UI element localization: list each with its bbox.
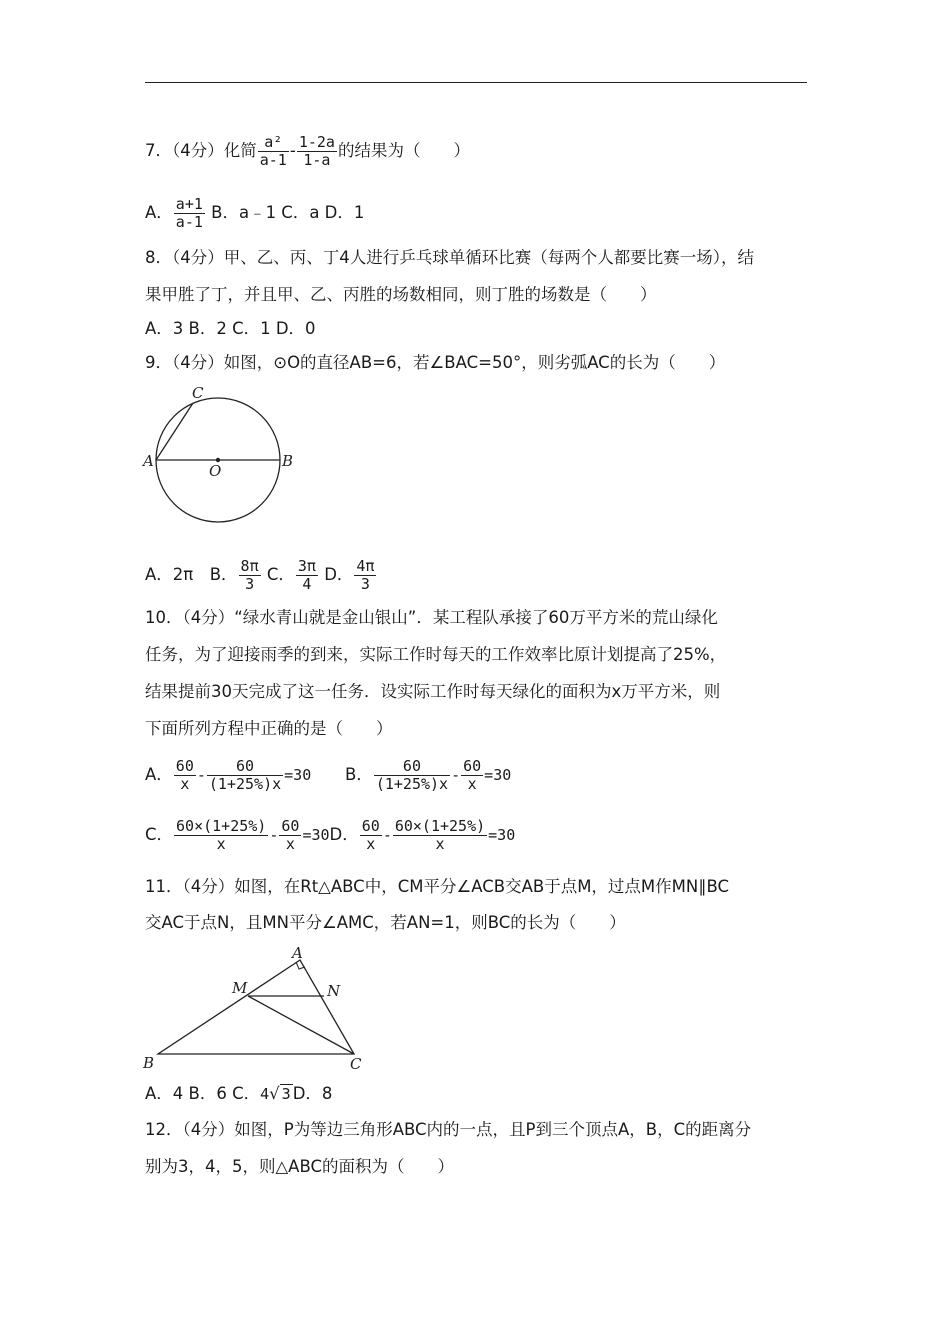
q7-stem — [145, 134, 470, 169]
q9-opt-d-num: 4π — [356, 557, 375, 575]
q10-c-f2-den: x — [279, 835, 301, 853]
q10-a-op: - — [196, 766, 206, 784]
q12-line-2: 别为3，4，5，则△ABC的面积为（ ） — [145, 1157, 455, 1176]
q10-opt-c-frac1 — [174, 818, 268, 853]
q10-opt-d-frac1 — [360, 818, 382, 853]
q12-line-1: 12．（4分）如图，P为等边三角形ABC内的一点，且P到三个顶点A，B，C的距离分 — [145, 1120, 752, 1139]
q10-d-f1-num: 60 — [361, 817, 380, 835]
q10-a-f1-num: 60 — [175, 757, 194, 775]
q7-fraction-2 — [297, 134, 337, 169]
q10-b-op: - — [451, 766, 461, 784]
q10-c-eq: =30 — [302, 826, 330, 844]
q9-opt-c-num: 3π — [297, 557, 316, 575]
q9-opt-b-num: 8π — [240, 557, 259, 575]
q10-a-f2-den: (1+25%)x — [208, 775, 282, 793]
q7-frac1-num: a² — [264, 133, 283, 151]
q10-c-f1-den: x — [174, 835, 268, 853]
q10-opt-d-frac2 — [393, 818, 487, 853]
label-m: M — [232, 979, 248, 997]
q11-options: A．4 B．6 C．4√ 3 D．8 — [145, 1084, 333, 1103]
q11-opt-c-coef: 4 — [260, 1085, 270, 1103]
q9-options — [145, 558, 377, 593]
q8-line-1: 8．（4分）甲、乙、丙、丁4人进行乒乓球单循环比赛（每两个人都要比赛一场），结 — [145, 248, 754, 267]
q10-b-eq: =30 — [484, 766, 512, 784]
q7-opt-a-num: a+1 — [175, 195, 203, 213]
q9-opt-c-fraction — [296, 558, 318, 593]
q10-opt-c-prefix: C． — [145, 825, 174, 844]
q7-frac2-num: 1-2a — [298, 133, 335, 151]
label-a: A — [292, 944, 303, 962]
q10-a-f2-num: 60 — [235, 757, 255, 775]
q11-opt-prefix: A．4 B．6 C． — [145, 1084, 261, 1103]
label-o: O — [209, 462, 222, 480]
q9-stem: 9．（4分）如图，⊙O的直径AB=6，若∠BAC=50°，则劣弧AC的长为（ ） — [145, 353, 726, 372]
q9-circle-figure — [140, 382, 300, 527]
q7-fraction-1 — [258, 134, 289, 169]
q10-line-4: 下面所列方程中正确的是（ ） — [145, 719, 393, 738]
q10-opt-c-frac2 — [279, 818, 301, 853]
label-c: C — [192, 384, 204, 402]
header-rule — [145, 82, 807, 83]
q10-a-eq: =30 — [284, 766, 312, 784]
q7-frac2-den: 1-a — [297, 151, 337, 169]
q10-a-f1-den: x — [174, 775, 196, 793]
q10-b-f1-num: 60 — [402, 757, 421, 775]
segment-cm — [248, 996, 354, 1054]
label-n: N — [327, 982, 341, 1000]
q7-stem-text: 7．（4分）化简 — [145, 141, 257, 160]
q11-line-1: 11．（4分）如图，在Rt△ABC中，CM平分∠ACB交AB于点M，过点M作MN∥BC — [145, 877, 730, 896]
q9-opt-c-den: 4 — [296, 575, 318, 593]
q7-opt-a-den: a-1 — [175, 213, 203, 231]
q10-c-f1-num: 60×(1+25%) — [176, 817, 267, 835]
q7-minus: - — [289, 141, 296, 160]
q7-opt-a-fraction — [174, 196, 205, 231]
label-a: A — [143, 452, 154, 470]
q10-c-op: - — [269, 826, 279, 844]
q9-opt-b-den: 3 — [239, 575, 261, 593]
q10-d-f2-num: 60×(1+25%) — [394, 817, 486, 835]
q10-d-eq: =30 — [488, 826, 516, 844]
q8-line-2: 果甲胜了丁，并且甲、乙、丙胜的场数相同，则丁胜的场数是（ ） — [145, 285, 657, 304]
q10-d-f1-den: x — [360, 835, 382, 853]
label-b: B — [282, 452, 294, 470]
q7-stem-end: 的结果为（ ） — [337, 141, 470, 160]
q7-options — [145, 196, 364, 231]
q10-opt-a-frac2 — [207, 758, 283, 793]
q10-line-3: 结果提前30天完成了这一任务．设实际工作时每天绿化的面积为x万平方米，则 — [145, 682, 721, 701]
q10-line-2: 任务，为了迎接雨季的到来，实际工作时每天的工作效率比原计划提高了25%， — [145, 645, 727, 664]
q10-opt-a-frac1 — [174, 758, 196, 793]
q7-opt-a-prefix: A． — [145, 203, 173, 222]
label-c: C — [350, 1055, 362, 1072]
chord-ac — [156, 403, 193, 460]
q11-triangle-figure — [140, 942, 370, 1072]
q11-opt-suffix: D．8 — [292, 1084, 333, 1103]
q9-opt-a: A．2π B． — [145, 565, 238, 584]
q10-line-1: 10．（4分）“绿水青山就是金山银山”．某工程队承接了60万平方米的荒山绿化 — [145, 608, 718, 627]
q10-b-f2-den: x — [461, 775, 483, 793]
q10-d-f2-den: x — [393, 835, 487, 853]
q9-opt-b-fraction — [239, 558, 261, 593]
q11-line-2: 交AC于点N，且MN平分∠AMC，若AN=1，则BC的长为（ ） — [145, 913, 626, 932]
q10-option-a — [145, 758, 311, 793]
q10-opt-a-prefix: A． — [145, 765, 173, 784]
q10-opt-b-frac1 — [374, 758, 450, 793]
q7-opt-rest: B．a﹣1 C．a D．1 — [205, 203, 365, 222]
triangle-abc — [158, 960, 354, 1054]
q10-opt-b-frac2 — [461, 758, 483, 793]
q10-c-f2-num: 60 — [281, 817, 300, 835]
q10-option-c — [145, 818, 515, 853]
q9-opt-d-prefix: D． — [318, 565, 354, 584]
q10-opt-b-prefix: B． — [345, 765, 373, 784]
label-b: B — [143, 1054, 155, 1072]
q11-opt-c-radicand: 3 — [281, 1085, 291, 1103]
q10-option-b — [345, 758, 511, 793]
q8-options: A．3 B．2 C．1 D．0 — [145, 319, 316, 338]
q10-b-f1-den: (1+25%)x — [375, 775, 449, 793]
q9-opt-c-prefix: C． — [261, 565, 295, 584]
q10-b-f2-num: 60 — [463, 757, 482, 775]
q10-opt-d-prefix: D． — [329, 825, 359, 844]
q9-opt-d-den: 3 — [354, 575, 376, 593]
q10-d-op: - — [382, 826, 392, 844]
q7-frac1-den: a-1 — [259, 151, 287, 169]
q9-opt-d-fraction — [354, 558, 376, 593]
